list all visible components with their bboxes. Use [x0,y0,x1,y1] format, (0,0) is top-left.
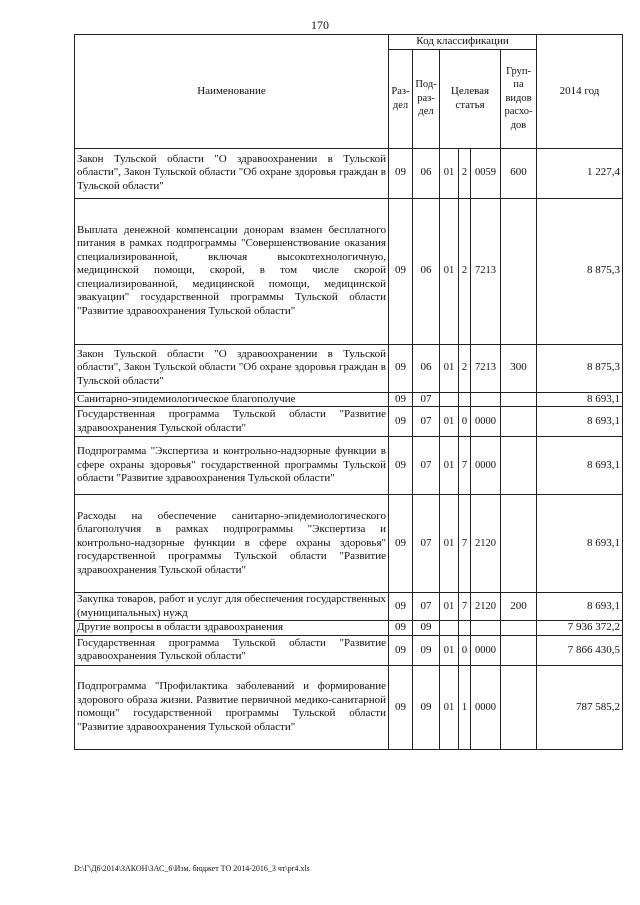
cell-name: Государственная программа Тульской области "Развитие здравоохранения Тульской области" [75,407,389,437]
cell-razdel: 09 [389,437,413,495]
cell-amount: 8 693,1 [537,407,623,437]
table-row [75,593,623,621]
cell-cs2: 0 [459,635,471,665]
cell-name: Выплата денежной компенсации донорам взамен бесплатного питания в рамках подпрограммы "Совершенствование оказания специализированной, включая высокотехнологичную, медицинской помощи, скорой, в том числе скорой специализированной, медицинской помощи, медицинской эвакуации" государственной программы Тульской области "Развитие здравоохранения Тульской области" [75,198,389,344]
cell-cs3: 2120 [471,593,501,621]
cell-amount: 8 693,1 [537,495,623,593]
cell-name: Подпрограмма "Экспертиза и контрольно-надзорные функции в сфере охраны здоровья" государственной программы Тульской области "Развитие здравоохранения Тульской области" [75,437,389,495]
cell-cs1 [440,621,459,636]
cell-cs1: 01 [440,593,459,621]
cell-name: Закупка товаров, работ и услуг для обеспечения государственных (муниципальных) нужд [75,593,389,621]
table-row [75,344,623,392]
cell-vr [501,495,537,593]
cell-name: Санитарно-эпидемиологическое благополучие [75,392,389,407]
table-row [75,621,623,636]
cell-cs1: 01 [440,344,459,392]
table-row [75,392,623,407]
cell-name: Государственная программа Тульской области "Развитие здравоохранения Тульской области" [75,635,389,665]
cell-razdel: 09 [389,665,413,749]
header-row-top [75,35,623,50]
cell-razdel: 09 [389,344,413,392]
cell-name: Расходы на обеспечение санитарно-эпидемиологического благополучия в рамках подпрограммы "Экспертиза и контрольно-надзорные функции в сфере охраны здоровья" государственной программы Тульской области "Развитие здравоохранения Тульской области" [75,495,389,593]
cell-cs3: 0000 [471,635,501,665]
cell-cs3: 0000 [471,665,501,749]
cell-cs1 [440,392,459,407]
cell-amount: 8 693,1 [537,392,623,407]
cell-cs1: 01 [440,437,459,495]
cell-cs2: 2 [459,148,471,198]
table-row [75,148,623,198]
cell-razdel: 09 [389,635,413,665]
cell-cs2 [459,392,471,407]
cell-cs1: 01 [440,495,459,593]
cell-cs2: 2 [459,198,471,344]
cell-vr [501,437,537,495]
cell-name: Другие вопросы в области здравоохранения [75,621,389,636]
cell-vr [501,407,537,437]
header-subsection: Под- раз- дел [413,49,440,148]
cell-cs3: 7213 [471,198,501,344]
cell-podrazdel: 07 [413,437,440,495]
cell-cs2: 1 [459,665,471,749]
cell-name: Закон Тульской области "О здравоохранении в Тульской области", Закон Тульской области "Об охране здоровья граждан в Тульской области" [75,344,389,392]
table-row [75,495,623,593]
budget-table [74,34,623,750]
cell-razdel: 09 [389,593,413,621]
cell-cs3: 2120 [471,495,501,593]
cell-amount: 8 875,3 [537,198,623,344]
header-name: Наименование [75,35,389,149]
cell-podrazdel: 09 [413,635,440,665]
cell-amount: 8 693,1 [537,437,623,495]
cell-podrazdel: 07 [413,407,440,437]
cell-vr: 600 [501,148,537,198]
cell-cs3: 0059 [471,148,501,198]
cell-vr [501,665,537,749]
cell-podrazdel: 06 [413,198,440,344]
cell-cs2: 7 [459,437,471,495]
table-row [75,198,623,344]
cell-razdel: 09 [389,621,413,636]
cell-podrazdel: 09 [413,665,440,749]
cell-amount: 7 866 430,5 [537,635,623,665]
cell-podrazdel: 07 [413,392,440,407]
cell-razdel: 09 [389,495,413,593]
cell-cs3: 0000 [471,437,501,495]
cell-amount: 8 693,1 [537,593,623,621]
cell-podrazdel: 07 [413,593,440,621]
cell-cs1: 01 [440,665,459,749]
cell-amount: 8 875,3 [537,344,623,392]
header-classification-code: Код классификации [389,35,537,50]
table-body [75,148,623,749]
cell-vr: 300 [501,344,537,392]
cell-cs2: 2 [459,344,471,392]
table-row [75,665,623,749]
header-target-article: Целевая статья [440,49,501,148]
cell-podrazdel: 06 [413,148,440,198]
cell-cs2 [459,621,471,636]
cell-cs2: 0 [459,407,471,437]
cell-cs2: 7 [459,495,471,593]
cell-amount: 7 936 372,2 [537,621,623,636]
cell-cs3: 7213 [471,344,501,392]
page-number: 170 [311,18,329,32]
cell-razdel: 09 [389,392,413,407]
cell-amount: 787 585,2 [537,665,623,749]
cell-cs1: 01 [440,198,459,344]
cell-vr [501,621,537,636]
header-section: Раз- дел [389,49,413,148]
cell-amount: 1 227,4 [537,148,623,198]
cell-cs3: 0000 [471,407,501,437]
cell-podrazdel: 07 [413,495,440,593]
cell-cs1: 01 [440,148,459,198]
table-row [75,437,623,495]
cell-podrazdel: 06 [413,344,440,392]
table-row [75,635,623,665]
cell-razdel: 09 [389,148,413,198]
table-row [75,407,623,437]
cell-cs2: 7 [459,593,471,621]
footer-file-path: D:\Г\Д6\2014\ЗАКОН\ЗАС_6\Изм. бюджет ТО 2014-2016_3 чт\рr4.xls [74,864,310,873]
cell-cs1: 01 [440,635,459,665]
cell-vr [501,635,537,665]
cell-name: Закон Тульской области "О здравоохранении в Тульской области", Закон Тульской области "Об охране здоровья граждан в Тульской области" [75,148,389,198]
cell-razdel: 09 [389,407,413,437]
cell-cs3 [471,621,501,636]
cell-vr: 200 [501,593,537,621]
cell-podrazdel: 09 [413,621,440,636]
cell-cs3 [471,392,501,407]
cell-razdel: 09 [389,198,413,344]
cell-name: Подпрограмма "Профилактика заболеваний и формирование здорового образа жизни. Развитие первичной медико-санитарной помощи" государственной программы Тульской области "Развитие здравоохранения Тульской области" [75,665,389,749]
cell-vr [501,198,537,344]
cell-cs1: 01 [440,407,459,437]
cell-vr [501,392,537,407]
header-year: 2014 год [537,35,623,149]
header-expense-group: Груп- па видов расхо- дов [501,49,537,148]
